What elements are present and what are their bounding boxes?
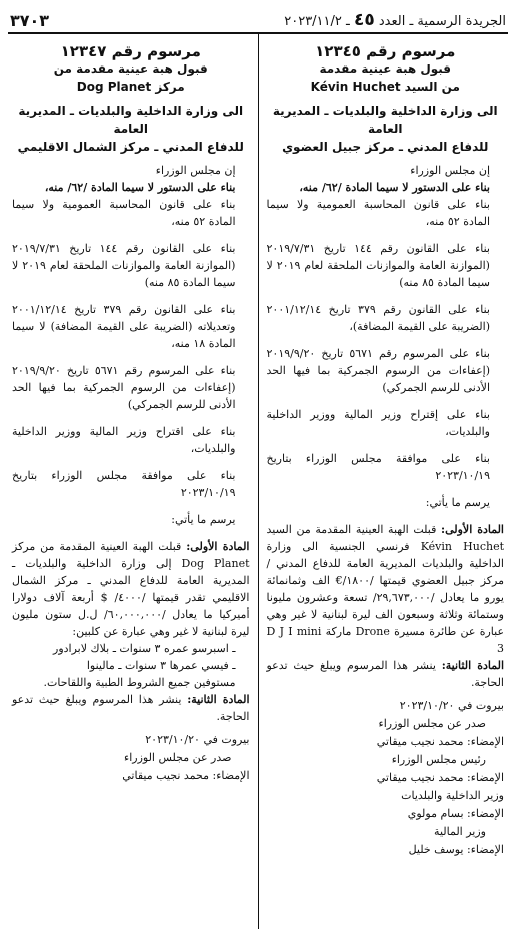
journal-name: الجريدة الرسمية ـ العدد: [378, 14, 506, 29]
preamble: بناء على موافقة مجلس الوزراء بتاريخ ٢٠٢٣/١٠/١٩: [266, 452, 490, 482]
page-header: [8, 6, 508, 34]
column-divider: [258, 34, 259, 929]
decree-12347: [8, 34, 254, 929]
decree-subject: الى وزارة الداخلية والبلديات ـ المديرية العامة: [272, 104, 498, 136]
place-date: بيروت في ٢٠٢٣/١٠/٢٠: [399, 699, 504, 712]
preamble: بناء على القانون رقم ١٤٤ تاريخ ٢٠١٩/٧/٣١ (الموازنة العامة والموازنات الملحقة لعام ٢٠١٩ لا سيما المادة ٨٥ منه): [266, 242, 490, 289]
preamble: بناء على الدستور لا سيما المادة /٦٢/ منه،: [44, 181, 236, 194]
decree-subject: قبول هبة عينية مقدمة: [319, 62, 452, 76]
authority: إن مجلس الوزراء: [410, 164, 490, 177]
preamble: بناء على قانون المحاسبة العمومية ولا سيما المادة ٥٢ منه،: [266, 198, 490, 228]
decree-title: مرسوم رقم ١٢٣٤٥: [315, 42, 456, 60]
article-text: قبلت الهبة العينية المقدمة من مركز Dog Planet إلى وزارة الداخلية والبلديات ـ المديرية العامة للدفاع المدني ـ مركز الشمال الاقليمي تقدر قيمتها /٤٠٠٠/ $ أربعة آلاف دولارا أميركيا ما يعادل /٦٠,٠٠٠,٠٠٠/ ل.ل ستون مليون ليرة لبنانية لا غير وهي عبارة عن كلبين:: [12, 540, 250, 638]
interior-minister-title: وزير الداخلية والبلديات: [401, 789, 504, 802]
header-issue: [284, 10, 506, 30]
preamble: بناء على الدستور لا سيما المادة /٦٢/ منه،: [299, 181, 490, 194]
decrees-line: يرسم ما يأتي:: [171, 513, 236, 526]
issued-by: صدر عن مجلس الوزراء: [124, 751, 232, 764]
decree-subject: للدفاع المدني ـ مركز الشمال الاقليمي: [17, 140, 244, 154]
columns: [8, 34, 508, 929]
decree-subject: قبول هبة عينية مقدمة من: [53, 62, 208, 76]
article-label: المادة الثانية:: [187, 693, 250, 706]
preamble: بناء على المرسوم رقم ٥٦٧١ تاريخ ٢٠١٩/٩/٢٠ (إعفاءات من الرسوم الجمركية بما فيها الحد الأدنى للرسم الجمركي): [266, 347, 490, 394]
preamble: بناء على إقتراح وزير المالية ووزير الداخلية والبلديات،: [266, 408, 490, 438]
issue-date: ـ ٢٠٢٣/١١/٢: [284, 14, 350, 29]
authority: إن مجلس الوزراء: [155, 164, 236, 177]
signature: الإمضاء: محمد نجيب ميقاتي: [376, 735, 504, 748]
page-number: ٣٧٠٣: [10, 11, 50, 30]
pm-title: رئيس مجلس الوزراء: [391, 753, 486, 766]
place-date: بيروت في ٢٠٢٣/١٠/٢٠: [145, 733, 250, 746]
preamble: بناء على المرسوم رقم ٥٦٧١ تاريخ ٢٠١٩/٩/٢٠ (إعفاءات من الرسوم الجمركية بما فيها الحد الأدنى للرسم الجمركي): [12, 364, 236, 411]
article-text: ينشر هذا المرسوم ويبلغ حيث تدعو الحاجة.: [266, 659, 504, 689]
article-1: [267, 521, 505, 657]
dog-item: ـ فيسي عمرها ٣ سنوات ـ مالينوا: [86, 659, 236, 672]
article-label: المادة الأولى:: [186, 540, 250, 553]
article-text: قبلت الهبة العينية المقدمة من السيد Kévin Huchet فرنسي الجنسية الى وزارة الداخلية والبلديات المديرية العامة للدفاع المدني /مركز جبيل العضوي قيمتها /١٨٠٠/€ الف وثمانمائة يورو ما يعادل /٢٩,٦٧٣,٠٠٠/ تسعة وعشرون مليونا وستمائة وثلاثة وسبعون الف ليرة لبنانية لا غير وهي عبارة عن طائرة مسيرة Drone ماركة D J I mini 3: [266, 523, 505, 655]
article-label: المادة الثانية:: [441, 659, 504, 672]
conditions-note: مستوفين جميع الشروط الطبية واللقاحات.: [43, 676, 236, 689]
signature: الإمضاء: محمد نجيب ميقاتي: [376, 771, 504, 784]
dog-item: ـ اسبرسو عمره ٣ سنوات ـ بلاك لابرادور: [53, 642, 236, 655]
decree-subject: مركز Dog Planet: [76, 80, 185, 94]
decree-subject: للدفاع المدني ـ مركز جبيل العضوي: [282, 140, 489, 154]
preamble: بناء على قانون المحاسبة العمومية ولا سيما المادة ٥٢ منه،: [12, 198, 236, 228]
issue-number: ٤٥: [353, 10, 375, 30]
decree-subject: الى وزارة الداخلية والبلديات ـ المديرية العامة: [18, 104, 244, 136]
preamble: بناء على القانون رقم ٣٧٩ تاريخ ٢٠٠١/١٢/١٤ وتعديلاته (الضريبة على القيمة المضافة) لا سيما المادة ١٨ منه،: [12, 303, 236, 350]
signature: الإمضاء: محمد نجيب ميقاتي: [122, 769, 250, 782]
decree-subject: من السيد Kévin Huchet: [310, 80, 460, 94]
article-text: ينشر هذا المرسوم ويبلغ حيث تدعو الحاجة.: [12, 693, 250, 723]
preamble: بناء على موافقة مجلس الوزراء بتاريخ ٢٠٢٣/١٠/١٩: [12, 469, 236, 499]
article-1: [12, 538, 250, 640]
issued-by: صدر عن مجلس الوزراء: [378, 717, 486, 730]
decrees-line: يرسم ما يأتي:: [425, 496, 490, 509]
finance-minister-title: وزير المالية: [434, 825, 486, 838]
article-label: المادة الأولى:: [441, 523, 504, 536]
signature: الإمضاء: بسام مولوي: [407, 807, 504, 820]
preamble: بناء على القانون رقم ١٤٤ تاريخ ٢٠١٩/٧/٣١ (الموازنة العامة والموازنات الملحقة لعام ٢٠١٩ لا سيما المادة ٨٥ منه): [12, 242, 236, 289]
decree-title: مرسوم رقم ١٢٣٤٧: [60, 42, 201, 60]
article-2: [12, 691, 250, 725]
preamble: بناء على القانون رقم ٣٧٩ تاريخ ٢٠٠١/١٢/١٤ (الضريبة على القيمة المضافة)،: [266, 303, 490, 333]
preamble: بناء على اقتراح وزير المالية ووزير الداخلية والبلديات،: [12, 425, 236, 455]
decree-12345: [263, 34, 509, 929]
article-2: [267, 657, 505, 691]
signature: الإمضاء: يوسف خليل: [408, 843, 504, 856]
